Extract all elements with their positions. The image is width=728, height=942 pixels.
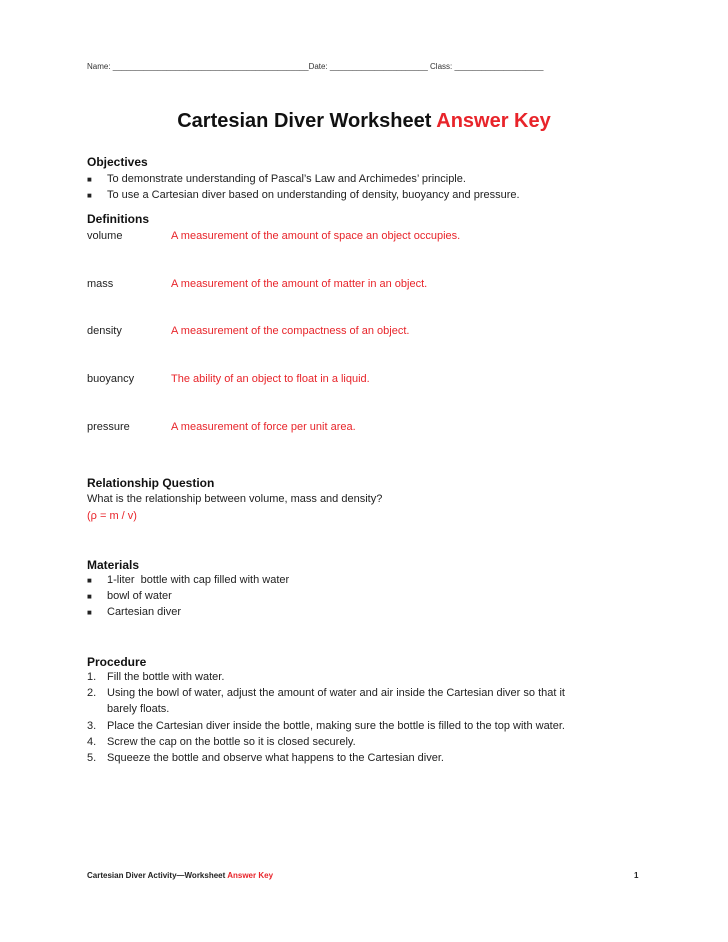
page-number: 1 <box>634 871 639 880</box>
list-item: 4. Screw the cap on the bottle so it is closed securely. <box>87 736 356 748</box>
title-main: Cartesian Diver Worksheet <box>177 110 432 132</box>
list-item <box>87 189 520 201</box>
definition: A measurement of the amount of matter in an object. <box>171 278 428 290</box>
bullet-icon: ■ <box>87 608 92 617</box>
item-continuation: barely floats. <box>107 703 170 715</box>
term: density <box>87 325 122 337</box>
term: buoyancy <box>87 373 135 385</box>
list-item: 5. Squeeze the bottle and observe what happens to the Cartesian diver. <box>87 752 444 764</box>
item-text: Squeeze the bottle and observe what happens to the Cartesian diver. <box>107 752 444 764</box>
footer-text: Cartesian Diver Activity—Worksheet <box>87 871 226 880</box>
item-text: 1-liter bottle with cap filled with water <box>107 574 290 586</box>
list-item <box>87 590 172 602</box>
definition: A measurement of force per unit area. <box>171 421 356 433</box>
list-item <box>87 606 181 618</box>
item-text: To use a Cartesian diver based on understanding of density, buoyancy and pressure. <box>107 189 520 201</box>
item-text: Using the bowl of water, adjust the amount of water and air inside the Cartesian diver so that it <box>107 687 565 699</box>
item-text: Place the Cartesian diver inside the bottle, making sure the bottle is filled to the top with water. <box>107 720 565 732</box>
list-item: 1. Fill the bottle with water. <box>87 671 225 683</box>
bullet-icon: ■ <box>87 576 92 585</box>
term: volume <box>87 230 123 242</box>
list-item <box>87 574 289 586</box>
bullet-icon: ■ <box>87 191 92 200</box>
title-accent: Answer Key <box>436 110 551 132</box>
relationship-heading: Relationship Question <box>87 476 215 490</box>
name-field: Name: ____________________________________________ <box>87 62 309 71</box>
definition: A measurement of the compactness of an object. <box>171 325 410 337</box>
definition: A measurement of the amount of space an object occupies. <box>171 230 461 242</box>
materials-heading: Materials <box>87 558 140 572</box>
footer <box>87 871 273 880</box>
footer-accent: Answer Key <box>227 871 274 880</box>
relationship-answer: (ρ = m / v) <box>87 510 137 522</box>
procedure-heading: Procedure <box>87 655 147 669</box>
term: pressure <box>87 421 130 433</box>
bullet-icon: ■ <box>87 175 92 184</box>
item-text: Screw the cap on the bottle so it is closed securely. <box>107 736 356 748</box>
item-text: bowl of water <box>107 590 172 602</box>
objectives-heading: Objectives <box>87 155 148 169</box>
item-text: Cartesian diver <box>107 606 181 618</box>
date-field: Date: ______________________ <box>308 62 428 71</box>
bullet-icon: ■ <box>87 592 92 601</box>
term: mass <box>87 278 114 290</box>
list-item <box>87 173 466 185</box>
page-title <box>0 110 728 133</box>
list-item: 2. Using the bowl of water, adjust the amount of water and air inside the Cartesian diver so that it <box>87 687 565 699</box>
definition: The ability of an object to float in a liquid. <box>171 373 370 385</box>
header-fields <box>87 62 642 71</box>
relationship-question: What is the relationship between volume, mass and density? <box>87 493 383 505</box>
item-text: Fill the bottle with water. <box>107 671 225 683</box>
class-field: Class: ____________________ <box>430 62 544 71</box>
list-item: 3. Place the Cartesian diver inside the bottle, making sure the bottle is filled to the top with water. <box>87 720 565 732</box>
item-text: To demonstrate understanding of Pascal’s Law and Archimedes’ principle. <box>107 173 466 185</box>
definitions-heading: Definitions <box>87 212 149 226</box>
